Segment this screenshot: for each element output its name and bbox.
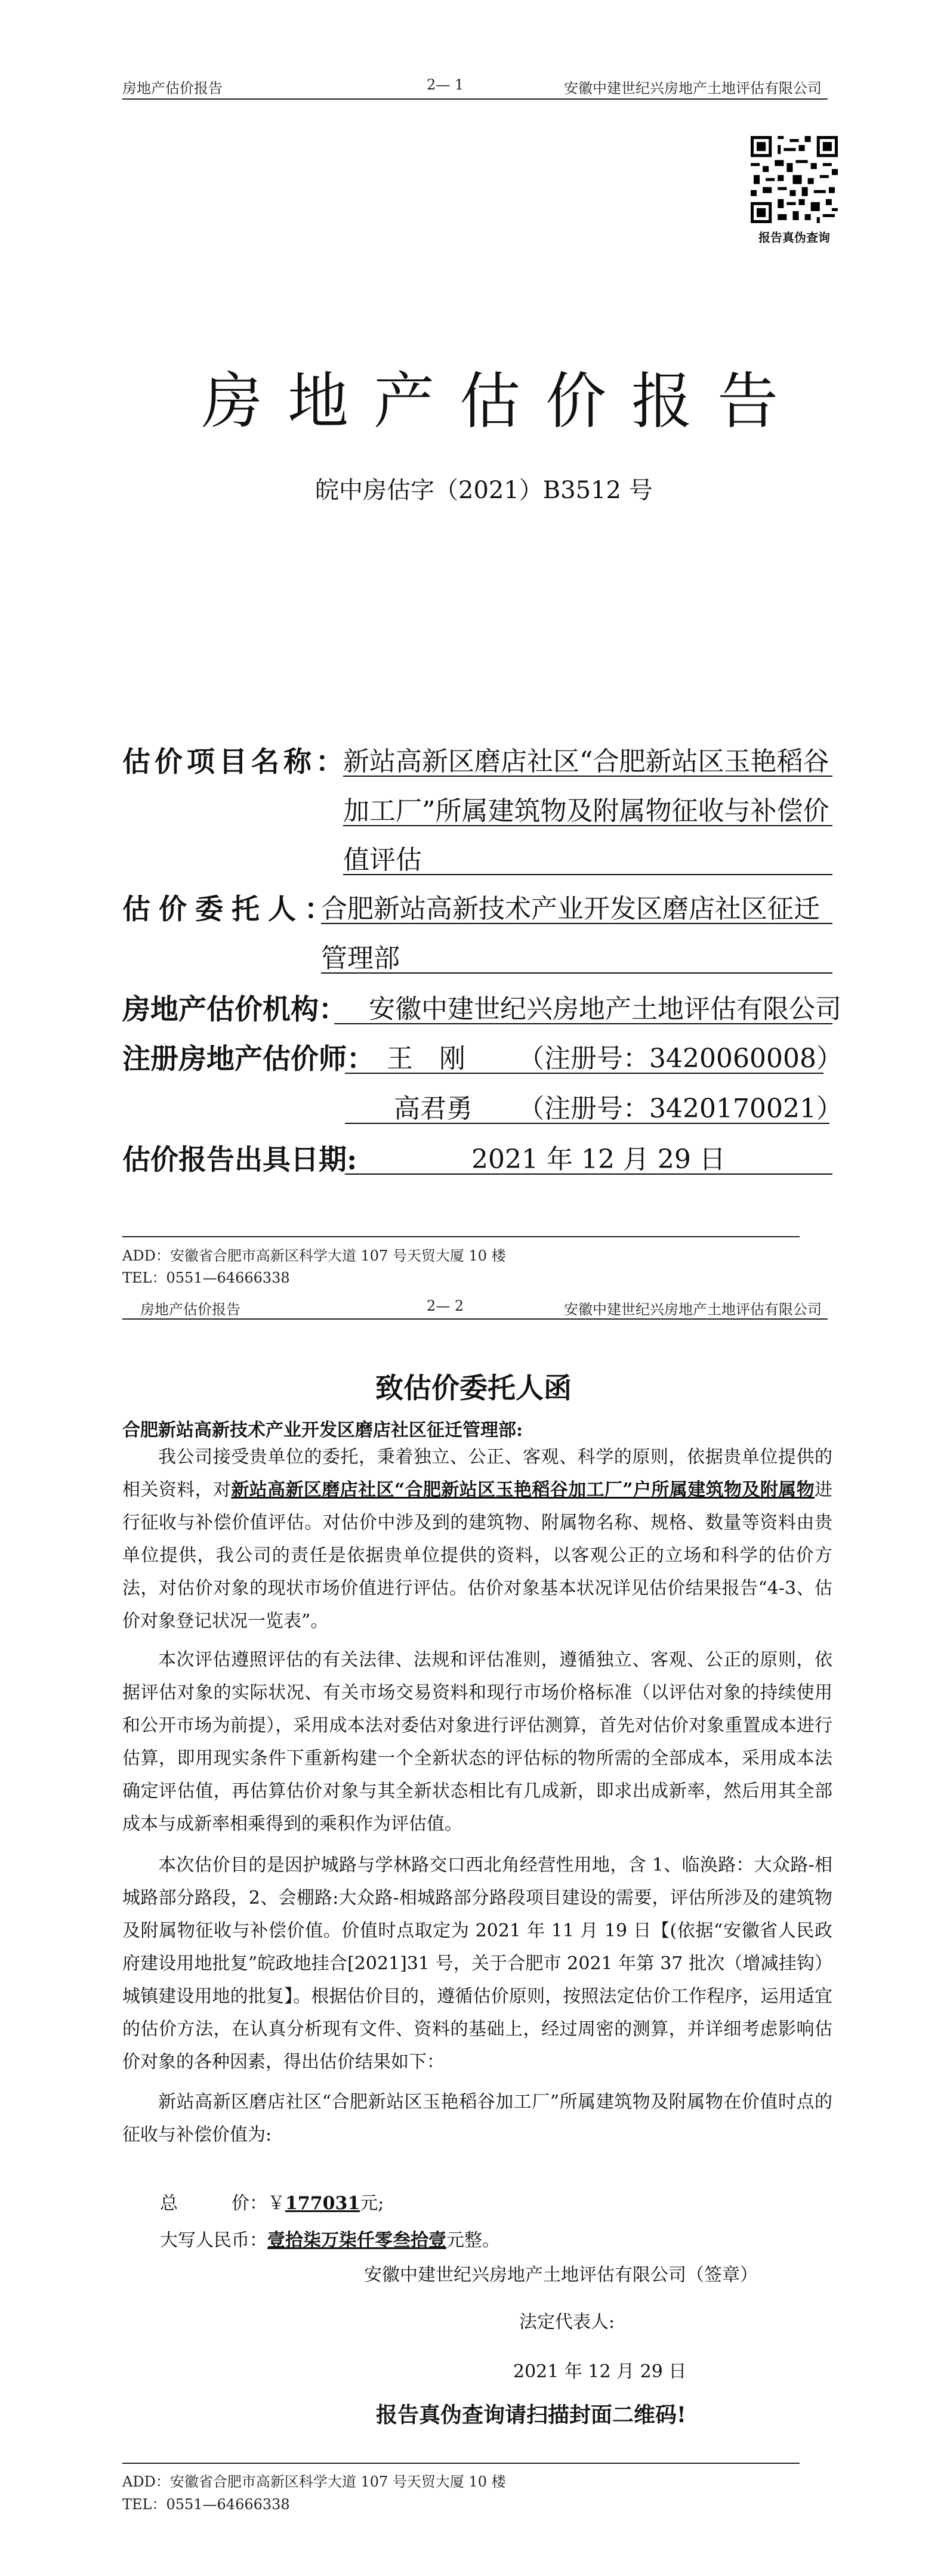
appraiser-2-reg: （注册号：3420170021） — [518, 1094, 843, 1124]
client-underline-1 — [321, 923, 832, 924]
issue-date-label: 估价报告出具日期: — [122, 1144, 357, 1176]
appraiser-2-underline — [345, 1123, 829, 1124]
page1-header-company: 安徽中建世纪兴房地产土地评估有限公司 — [564, 80, 822, 97]
total-price-label: 总 价： — [160, 2193, 267, 2214]
client-line-1: 合肥新站高新技术产业开发区磨店社区征迁 — [321, 894, 820, 924]
letter-body — [122, 1441, 832, 2151]
signature-company: 安徽中建世纪兴房地产土地评估有限公司（签章） — [364, 2265, 758, 2285]
qr-label: 报告真伪查询 — [758, 230, 830, 245]
report-number: 皖中房估字（2021）B3512 号 — [315, 477, 653, 504]
letter-addressee: 合肥新站高新技术产业开发区磨店社区征迁管理部: — [122, 1420, 523, 1441]
paragraph-3: 本次估价目的是因护城路与学林路交口西北角经营性用地，含 1、临涣路：大众路-相城路部分路段，2、会棚路:大众路-相城路部分路段项目建设的需要，评估所涉及的建筑物及附属物征收与补偿价值。价值时点取定为 2021 年 11 月 19 日【(依据“安徽省人民政府建设用地批复”皖政地挂合[2021]31 号，关于合肥市 2021 年第 37 批次（增减挂钩）城镇建设用地的批复】。根据估价目的，遵循估价原则，按照法定估价工作程序，运用适宜的估价方法，在认真分析现有文件、资料的基础上，经过周密的测算，并详细考虑影响估价对象的各种因素，得出估价结果如下： — [122, 1855, 832, 2072]
project-name-underline-2 — [343, 825, 832, 826]
page2-footer-tel: TEL：0551—64666338 — [122, 2496, 290, 2513]
page2-header-page-number: 2— 2 — [427, 1298, 464, 1314]
issue-date-underline — [345, 1173, 832, 1175]
client-label: 估价委托人： — [122, 893, 341, 926]
appraiser-1-reg: （注册号：3420060008） — [518, 1043, 843, 1074]
paragraph-2: 本次评估遵照评估的有关法律、法规和评估准则，遵循独立、客观、公正的原则，依据评估对象的实际状况、有关市场交易资料和现行市场价格标准（以评估对象的持续使用和公开市场为前提），采用成本法对委估对象进行评估测算，首先对估价对象重置成本进行估算，即用现实条件下重新构建一个全新状态的评估标的物所需的全部成本，采用成本法确定评估值，再估算估价对象与其全新状态相比有几成新，即求出成新率，然后用其全部成本与成新率相乘得到的乘积作为评估值。 — [122, 1650, 832, 1834]
page2-header-rule — [122, 1318, 828, 1320]
client-line-2: 管理部 — [321, 943, 400, 974]
paragraph-1-subject: 新站高新区磨店社区“合肥新站区玉艳稻谷加工厂”户所属建筑物及附属物 — [231, 1479, 815, 1500]
page2-footer-address: ADD：安徽省合肥市高新区科学大道 107 号天贸大厦 10 楼 — [122, 2473, 506, 2490]
appraiser-1-name: 王 刚 — [387, 1043, 465, 1074]
total-price-row — [160, 2188, 384, 2214]
project-name-label: 估价项目名称： — [122, 746, 348, 779]
project-name-underline-3 — [343, 874, 832, 875]
verification-note: 报告真伪查询请扫描封面二维码! — [376, 2402, 686, 2427]
paragraph-1-text-a: 我公司接受贵单位的委托，秉着独立、公正、客观、科学的原则，依据贵单位提供的相关资料，对 — [122, 1447, 832, 1500]
client-underline-2 — [321, 972, 832, 974]
signature-date: 2021 年 12 月 29 日 — [513, 2361, 687, 2382]
total-price-value: 177031 — [285, 2193, 360, 2214]
total-caps-unit: 元整。 — [446, 2230, 500, 2251]
appraiser-2-name: 高君勇 — [394, 1094, 473, 1124]
page2-footer-rule — [122, 2463, 800, 2464]
page1-header-page-number: 2— 1 — [427, 76, 464, 93]
total-caps-label: 大写人民币： — [160, 2230, 267, 2251]
agency-underline — [334, 1023, 832, 1024]
paragraph-4: 新站高新区磨店社区“合肥新站区玉艳稻谷加工厂”所属建筑物及附属物在价值时点的征收与补偿价值为: — [122, 2092, 832, 2145]
project-name-line-1: 新站高新区磨店社区“合肥新站区玉艳稻谷 — [343, 746, 829, 777]
issue-date-value: 2021 年 12 月 29 日 — [471, 1144, 726, 1175]
appraiser-1-underline — [345, 1073, 823, 1074]
paragraph-1-text-b: 进行征收与补偿价值评估。对估价中涉及到的建筑物、附属物名称、规格、数量等资料由贵单位提供，我公司的责任是依据贵单位提供的资料，以客观公正的立场和科学的估价方法，对估价对象的现状市场价值进行评估。估价对象基本状况详见估价结果报告“4-3、估价对象登记状况一览表”。 — [122, 1479, 833, 1632]
page1-footer-address: ADD：安徽省合肥市高新区科学大道 107 号天贸大厦 10 楼 — [122, 1247, 506, 1264]
letter-title: 致估价委托人函 — [375, 1372, 572, 1405]
agency-label: 房地产估价机构： — [122, 993, 347, 1026]
page1-header-rule — [122, 98, 828, 100]
total-caps-value: 壹拾柒万柒仟零叁拾壹 — [267, 2230, 446, 2251]
project-name-line-2: 加工厂”所属建筑物及附属物征收与补偿价 — [343, 796, 829, 826]
project-name-line-3: 值评估 — [343, 845, 422, 875]
paragraph-1 — [122, 1441, 832, 1638]
total-price-unit: 元; — [360, 2193, 384, 2214]
project-name-underline-1 — [343, 776, 832, 777]
legal-representative: 法定代表人: — [519, 2312, 615, 2333]
page1-header-left: 房地产估价报告 — [122, 80, 223, 97]
page2-header-left: 房地产估价报告 — [140, 1301, 240, 1318]
page1-footer-tel: TEL：0551—64666338 — [122, 1270, 290, 1286]
qr-code-icon[interactable] — [751, 136, 838, 223]
page2-header-company: 安徽中建世纪兴房地产土地评估有限公司 — [564, 1301, 822, 1318]
report-title: 房地产估价报告 — [202, 366, 803, 437]
page1-footer-rule — [122, 1236, 800, 1237]
appraiser-label: 注册房地产估价师： — [122, 1043, 375, 1076]
total-caps-row — [160, 2225, 500, 2251]
total-price-prefix: ￥ — [267, 2193, 285, 2214]
agency-value: 安徽中建世纪兴房地产土地评估有限公司 — [369, 994, 841, 1024]
